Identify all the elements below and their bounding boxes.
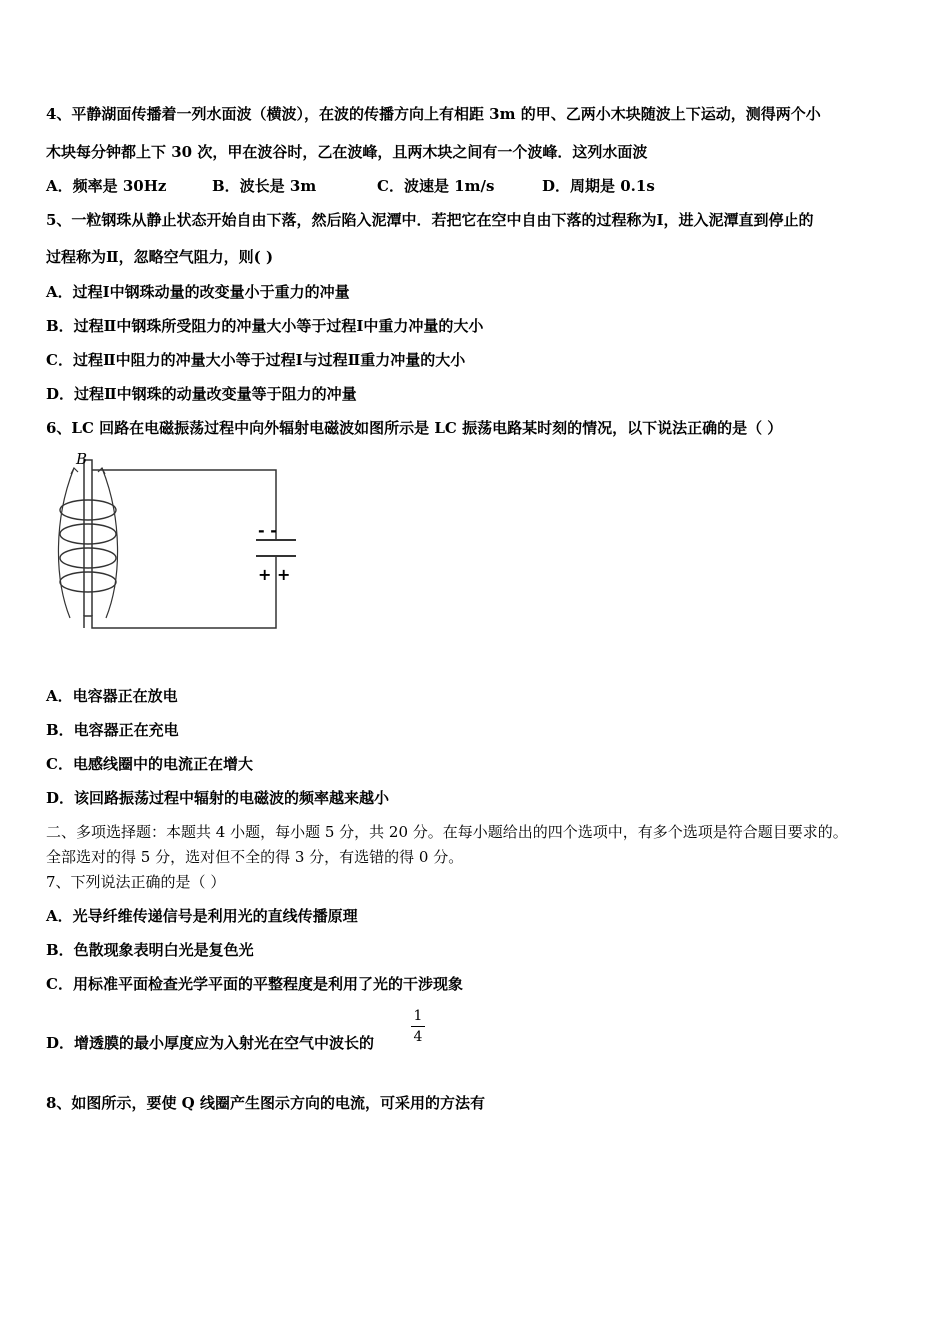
q4-option-c: C．波速是 1m/s	[377, 177, 495, 195]
q5-stem-line1: 5、一粒钢珠从静止状态开始自由下落，然后陷入泥潭中．若把它在空中自由下落的过程称为Ⅰ，进入泥潭直到停止的	[46, 211, 814, 229]
fraction-numerator: 1	[413, 1008, 423, 1024]
q4-option-a: A．频率是 30Hz	[46, 177, 167, 195]
q5-option-b: B．过程Ⅱ中钢珠所受阻力的冲量大小等于过程Ⅰ中重力冲量的大小	[46, 317, 484, 335]
q6-option-b: B．电容器正在充电	[46, 721, 179, 739]
q7-option-a: A．光导纤维传递信号是利用光的直线传播原理	[46, 907, 358, 925]
field-label-b: B	[76, 450, 88, 468]
lc-circuit-figure	[44, 448, 304, 638]
q7-option-d: D．增透膜的最小厚度应为入射光在空气中波长的	[46, 1034, 375, 1052]
q4-stem-line1: 4、平静湖面传播着一列水面波（横波），在波的传播方向上有相距 3m 的甲、乙两小木块随波上下运动，测得两个小	[46, 105, 821, 123]
q4-option-d: D．周期是 0.1s	[542, 177, 655, 195]
q4-stem-line2: 木块每分钟都上下 30 次，甲在波谷时，乙在波峰，且两木块之间有一个波峰．这列水面波	[46, 143, 648, 161]
q6-option-d: D．该回路振荡过程中辐射的电磁波的频率越来越小	[46, 789, 390, 807]
q5-option-a: A．过程Ⅰ中钢珠动量的改变量小于重力的冲量	[46, 283, 350, 301]
q6-option-c: C．电感线圈中的电流正在增大	[46, 755, 253, 773]
q8-stem: 8、如图所示，要使 Q 线圈产生图示方向的电流，可采用的方法有	[46, 1094, 485, 1112]
q4-option-b: B．波长是 3m	[212, 177, 317, 195]
q7-option-c: C．用标准平面检查光学平面的平整程度是利用了光的干涉现象	[46, 975, 463, 993]
q7-fraction	[411, 1007, 425, 1046]
q7-stem: 7、下列说法正确的是（ ）	[46, 873, 226, 891]
q5-option-c: C．过程Ⅱ中阻力的冲量大小等于过程Ⅰ与过程Ⅱ重力冲量的大小	[46, 351, 466, 369]
q5-option-d: D．过程Ⅱ中钢珠的动量改变量等于阻力的冲量	[46, 385, 357, 403]
q5-stem-line2: 过程称为Ⅱ，忽略空气阻力，则( )	[46, 248, 274, 266]
bottom-plate-signs: + +	[258, 565, 291, 584]
q6-stem: 6、LC 回路在电磁振荡过程中向外辐射电磁波如图所示是 LC 振荡电路某时刻的情况，以下说法正确的是（ ）	[46, 419, 783, 437]
top-plate-signs: - -	[258, 521, 277, 540]
section2-line1: 二、多项选择题：本题共 4 小题，每小题 5 分，共 20 分。在每小题给出的四个选项中，有多个选项是符合题目要求的。	[46, 823, 848, 841]
fraction-bar	[411, 1026, 425, 1027]
fraction-denominator: 4	[413, 1029, 423, 1045]
q7-option-b: B．色散现象表明白光是复色光	[46, 941, 254, 959]
section2-line2: 全部选对的得 5 分，选对但不全的得 3 分，有选错的得 0 分。	[46, 848, 464, 866]
q6-option-a: A．电容器正在放电	[46, 687, 178, 705]
